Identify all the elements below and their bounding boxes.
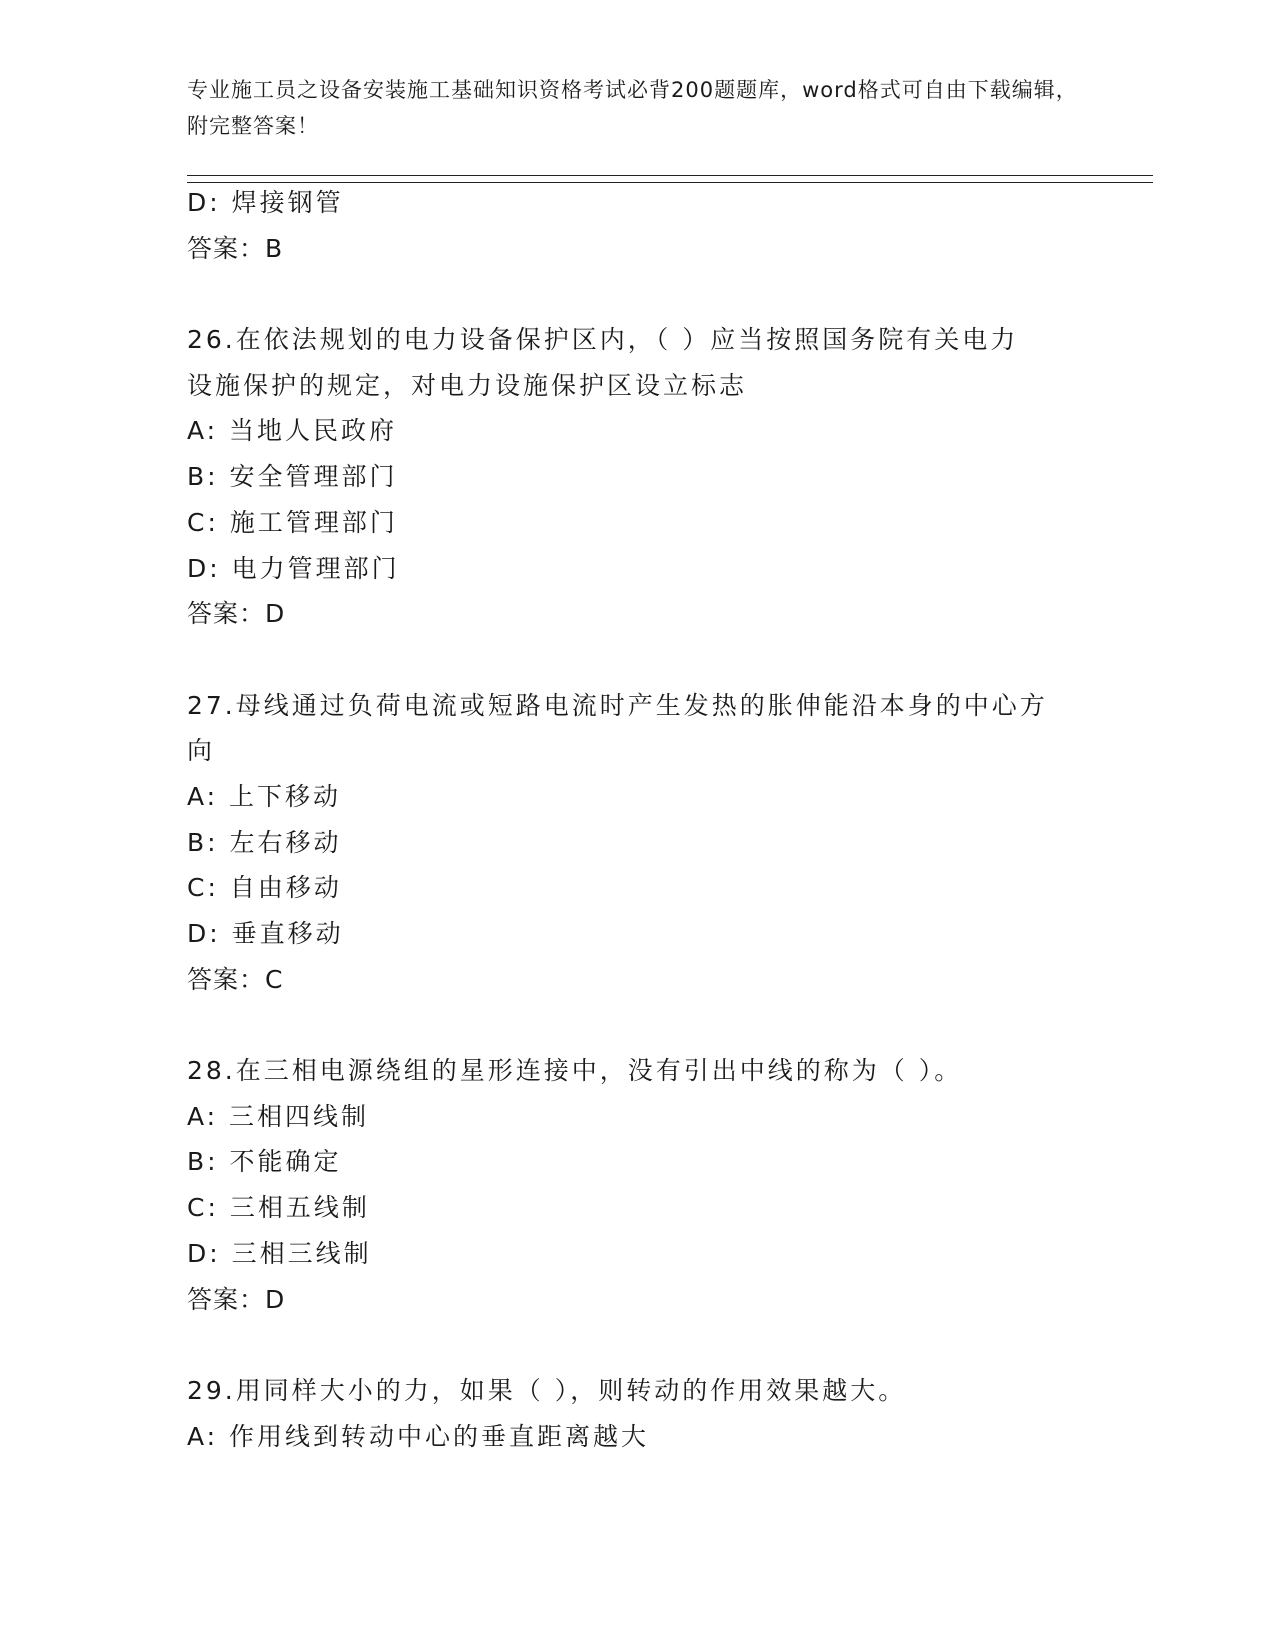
header-divider-top	[187, 175, 1153, 176]
option-a: A: 三相四线制	[187, 1101, 370, 1131]
option-d: D: 电力管理部门	[187, 553, 400, 583]
option-c: C: 施工管理部门	[187, 507, 398, 537]
option-d: D: 三相三线制	[187, 1238, 372, 1268]
option-b: B: 不能确定	[187, 1147, 342, 1177]
spacer	[187, 1002, 1087, 1048]
option-d: D: 焊接钢管	[187, 188, 344, 217]
option-b: B: 左右移动	[187, 827, 342, 857]
option-c: C: 自由移动	[187, 873, 342, 903]
question-block	[187, 683, 1087, 1003]
spacer	[187, 271, 1087, 317]
answer-line: 答案：B	[187, 233, 284, 263]
question-stem-continued: 设施保护的规定，对电力设施保护区设立标志	[187, 370, 748, 400]
question-stem: 27.母线通过负荷电流或短路电流时产生发热的胀伸能沿本身的中心方	[187, 690, 1048, 720]
question-stem-continued: 向	[187, 736, 216, 766]
option-a: A: 作用线到转动中心的垂直距离越大	[187, 1421, 650, 1451]
document-body	[187, 180, 1087, 1459]
document-header: 专业施工员之设备安装施工基础知识资格考试必背200题题库，word格式可自由下载编辑，附完整答案！	[187, 78, 1078, 138]
answer-line: 答案：D	[187, 599, 286, 629]
option-c: C: 三相五线制	[187, 1193, 370, 1223]
option-d: D: 垂直移动	[187, 919, 344, 948]
option-b: B: 安全管理部门	[187, 462, 398, 492]
spacer	[187, 637, 1087, 683]
question-block	[187, 1048, 1087, 1322]
answer-line: 答案：C	[187, 964, 284, 994]
option-a: A: 上下移动	[187, 781, 342, 811]
answer-line: 答案：D	[187, 1284, 286, 1314]
question-block	[187, 317, 1087, 637]
question-stem: 28.在三相电源绕组的星形连接中，没有引出中线的称为（ ）。	[187, 1056, 963, 1086]
option-a: A: 当地人民政府	[187, 416, 398, 446]
question-stem: 26.在依法规划的电力设备保护区内，（ ）应当按照国务院有关电力	[187, 325, 1019, 355]
question-stem: 29.用同样大小的力，如果（ ），则转动的作用效果越大。	[187, 1375, 907, 1405]
question-block	[187, 1368, 1087, 1459]
spacer	[187, 1322, 1087, 1368]
